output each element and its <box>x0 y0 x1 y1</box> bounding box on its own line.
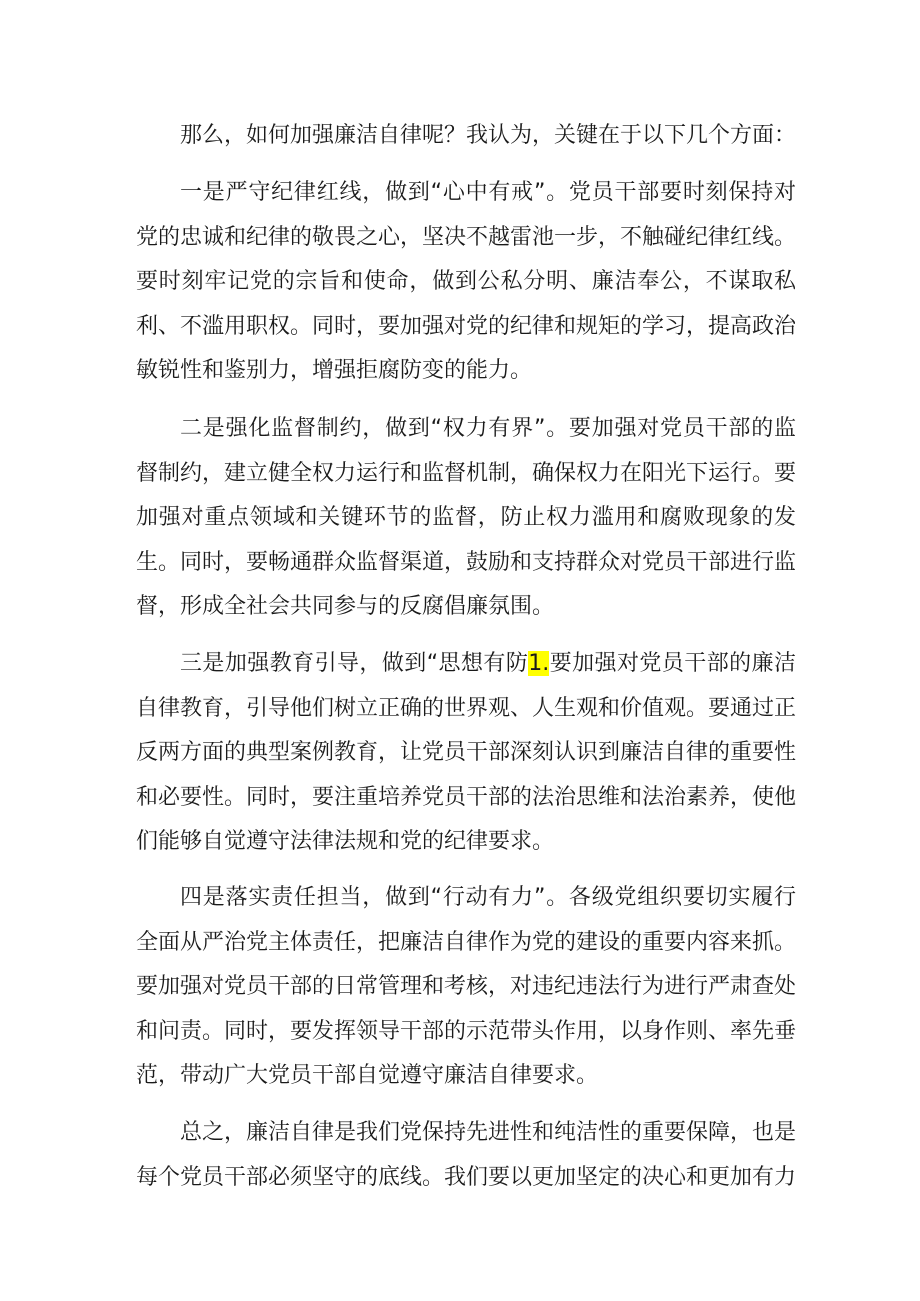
highlighted-number: 1. <box>528 651 550 676</box>
paragraph-point-one: 一是严守纪律红线，做到“心中有戒”。党员干部要时刻保持对党的忠诚和纪律的敬畏之心，坚决不越雷池一步，不触碰纪律红线。要时刻牢记党的宗旨和使命，做到公私分明、廉洁奉公，不谋取私利、不滥用职权。同时，要加强对党的纪律和规矩的学习，提高政治敏锐性和鉴别力，增强拒腐防变的能力。 <box>136 180 797 384</box>
paragraph-point-four: 四是落实责任担当，做到“行动有力”。各级党组织要切实履行全面从严治党主体责任，把廉洁自律作为党的建设的重要内容来抓。要加强对党员干部的日常管理和考核，对违纪违法行为进行严肃查处和问责。同时，要发挥领导干部的示范带头作用，以身作则、率先垂范，带动广大党员干部自觉遵守廉洁自律要求。 <box>136 885 797 1089</box>
paragraph-three-lead: 三是加强教育引导，做到“思想有防 <box>180 651 529 676</box>
paragraph-point-three <box>136 642 796 865</box>
paragraph-three-body: 要加强对党员干部的廉洁自律教育，引导他们树立正确的世界观、人生观和价值观。要通过正反两方面的典型案例教育，让党员干部深刻认识到廉洁自律的重要性和必要性。同时，要注重培养党员干部的法治思维和法治素养，使他们能够自觉遵守法律法规和党的纪律要求。 <box>136 651 797 855</box>
paragraph-conclusion: 总之，廉洁自律是我们党保持先进性和纯洁性的重要保障，也是每个党员干部必须坚守的底线。我们要以更加坚定的决心和更加有力 <box>136 1120 797 1190</box>
paragraph-intro: 那么，如何加强廉洁自律呢？我认为，关键在于以下几个方面： <box>180 123 797 148</box>
paragraph-point-two: 二是强化监督制约，做到“权力有界”。要加强对党员干部的监督制约，建立健全权力运行和监督机制，确保权力在阳光下运行。要加强对重点领域和关键环节的监督，防止权力滥用和腐败现象的发生。同时，要畅通群众监督渠道，鼓励和支持群众对党员干部进行监督，形成全社会共同参与的反腐倡廉氛围。 <box>136 416 797 620</box>
